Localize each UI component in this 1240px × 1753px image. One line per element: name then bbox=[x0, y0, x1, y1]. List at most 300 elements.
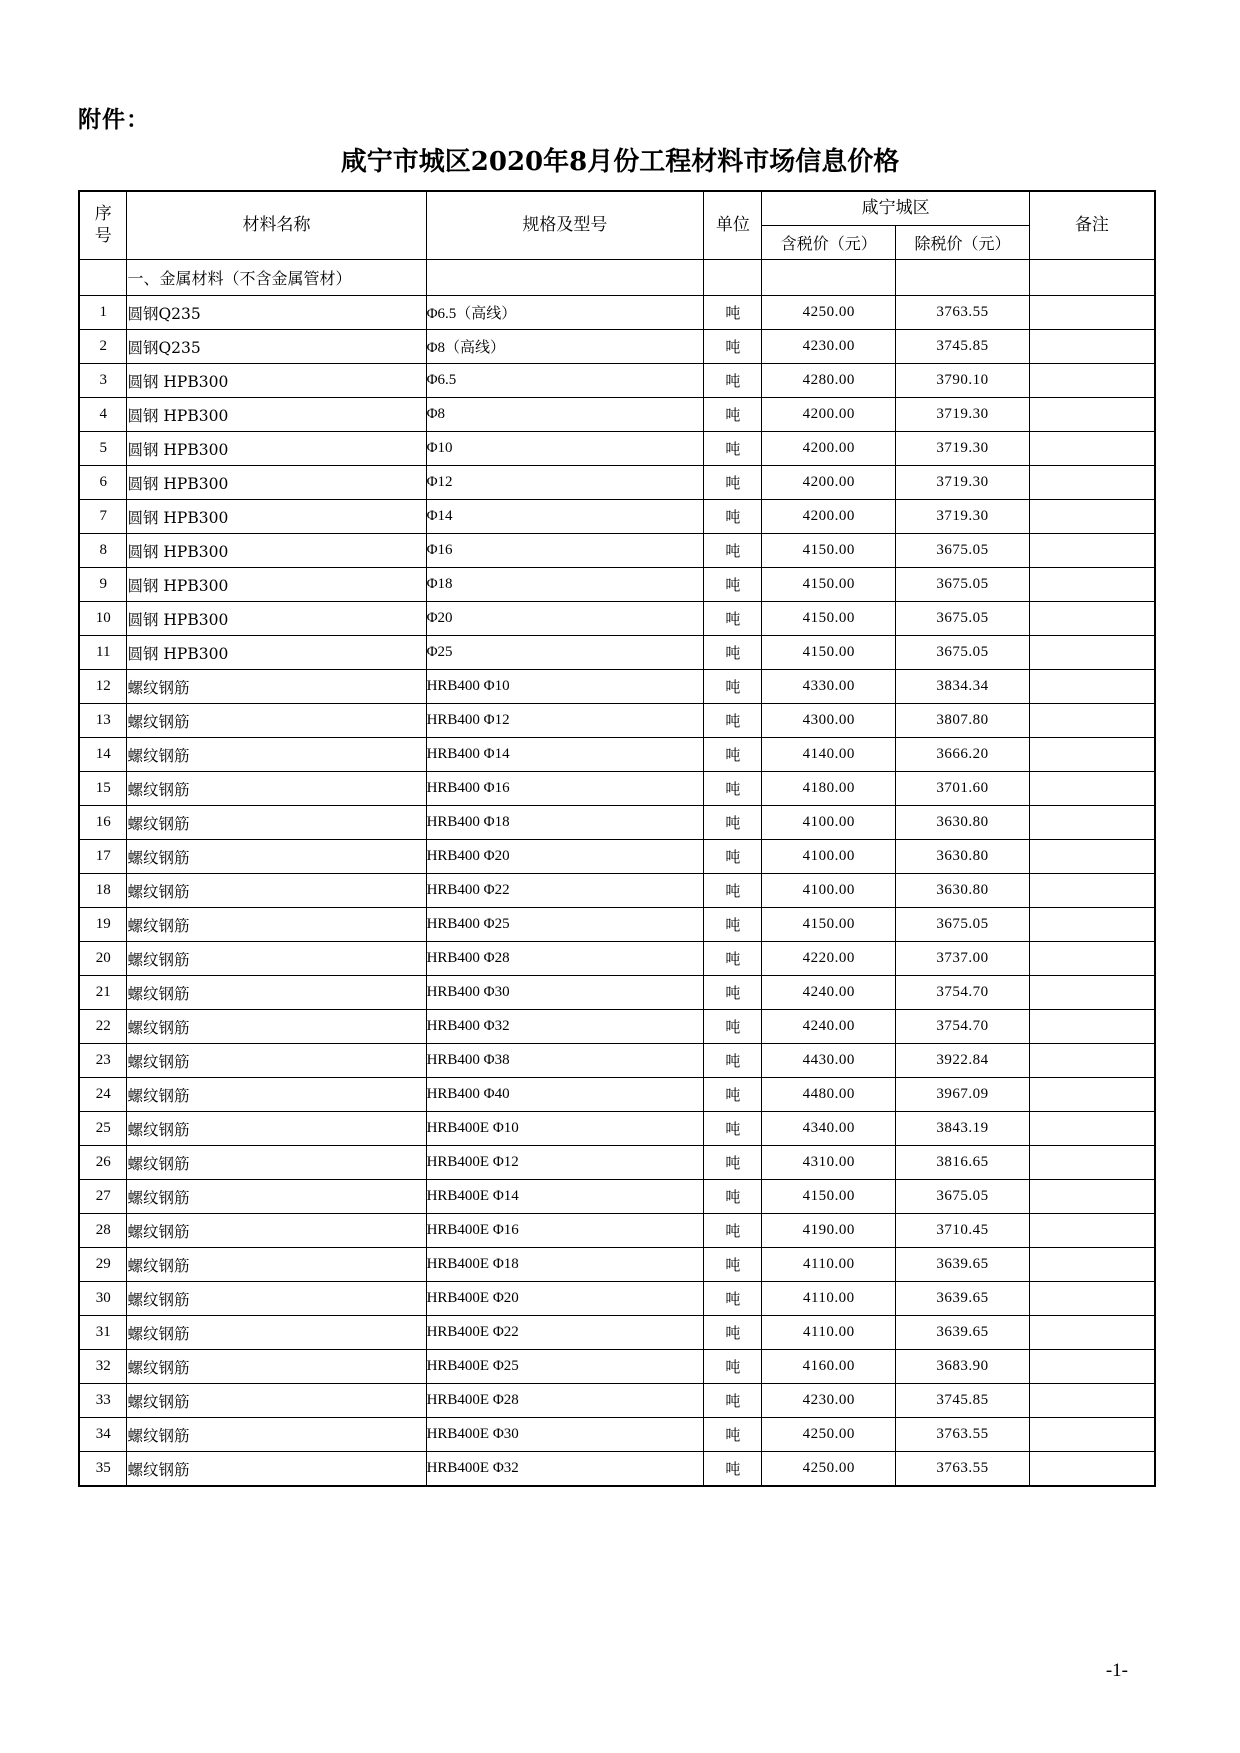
row-price-with-tax: 4230.00 bbox=[762, 1384, 896, 1418]
row-seq: 31 bbox=[79, 1316, 127, 1350]
table-row bbox=[79, 1316, 1155, 1350]
table-row bbox=[79, 330, 1155, 364]
row-seq: 13 bbox=[79, 704, 127, 738]
page-number: -1- bbox=[1105, 1660, 1128, 1681]
row-material-name: 螺纹钢筋 bbox=[127, 1146, 426, 1180]
row-spec-model: Φ14 bbox=[426, 500, 704, 534]
row-price-with-tax: 4190.00 bbox=[762, 1214, 896, 1248]
row-price-without-tax: 3737.00 bbox=[896, 942, 1030, 976]
table-row bbox=[79, 1350, 1155, 1384]
row-remark bbox=[1029, 432, 1155, 466]
row-material-name: 圆钢Q235 bbox=[127, 330, 426, 364]
section-remark-cell bbox=[1029, 260, 1155, 296]
row-spec-model: HRB400 Φ32 bbox=[426, 1010, 704, 1044]
table-row bbox=[79, 670, 1155, 704]
row-price-without-tax: 3675.05 bbox=[896, 1180, 1030, 1214]
row-price-with-tax: 4110.00 bbox=[762, 1248, 896, 1282]
row-unit: 吨 bbox=[704, 1418, 762, 1452]
row-price-without-tax: 3745.85 bbox=[896, 1384, 1030, 1418]
row-spec-model: HRB400 Φ18 bbox=[426, 806, 704, 840]
material-price-table bbox=[78, 190, 1156, 1487]
table-row bbox=[79, 1248, 1155, 1282]
page-title: 咸宁市城区2020年8月份工程材料市场信息价格 bbox=[340, 147, 900, 177]
row-material-name: 螺纹钢筋 bbox=[127, 1316, 426, 1350]
table-row bbox=[79, 398, 1155, 432]
table-row bbox=[79, 466, 1155, 500]
row-spec-model: HRB400 Φ22 bbox=[426, 874, 704, 908]
row-remark bbox=[1029, 874, 1155, 908]
row-spec-model: Φ18 bbox=[426, 568, 704, 602]
row-price-with-tax: 4150.00 bbox=[762, 636, 896, 670]
row-seq: 34 bbox=[79, 1418, 127, 1452]
row-remark bbox=[1029, 1180, 1155, 1214]
section-title-cell: 一、金属材料（不含金属管材） bbox=[127, 260, 426, 296]
row-seq: 11 bbox=[79, 636, 127, 670]
row-seq: 16 bbox=[79, 806, 127, 840]
row-remark bbox=[1029, 1452, 1155, 1487]
row-price-with-tax: 4340.00 bbox=[762, 1112, 896, 1146]
table-row bbox=[79, 1146, 1155, 1180]
row-seq: 2 bbox=[79, 330, 127, 364]
column-header-price-with-tax: 含税价（元） bbox=[762, 226, 896, 260]
row-price-with-tax: 4250.00 bbox=[762, 1452, 896, 1487]
row-remark bbox=[1029, 330, 1155, 364]
row-spec-model: HRB400E Φ28 bbox=[426, 1384, 704, 1418]
row-material-name: 螺纹钢筋 bbox=[127, 1112, 426, 1146]
table-row bbox=[79, 364, 1155, 398]
row-price-without-tax: 3639.65 bbox=[896, 1282, 1030, 1316]
row-spec-model: HRB400E Φ10 bbox=[426, 1112, 704, 1146]
table-row bbox=[79, 1078, 1155, 1112]
row-material-name: 螺纹钢筋 bbox=[127, 942, 426, 976]
row-price-with-tax: 4140.00 bbox=[762, 738, 896, 772]
row-material-name: 圆钢 HPB300 bbox=[127, 364, 426, 398]
row-material-name: 圆钢 HPB300 bbox=[127, 636, 426, 670]
row-unit: 吨 bbox=[704, 806, 762, 840]
row-price-with-tax: 4180.00 bbox=[762, 772, 896, 806]
row-price-with-tax: 4280.00 bbox=[762, 364, 896, 398]
row-price-without-tax: 3630.80 bbox=[896, 840, 1030, 874]
row-material-name: 螺纹钢筋 bbox=[127, 806, 426, 840]
row-price-with-tax: 4100.00 bbox=[762, 806, 896, 840]
row-material-name: 螺纹钢筋 bbox=[127, 1180, 426, 1214]
row-price-with-tax: 4240.00 bbox=[762, 976, 896, 1010]
section-tax-cell bbox=[762, 260, 896, 296]
row-seq: 12 bbox=[79, 670, 127, 704]
row-unit: 吨 bbox=[704, 432, 762, 466]
row-remark bbox=[1029, 636, 1155, 670]
column-header-spec-model: 规格及型号 bbox=[426, 191, 704, 260]
row-price-without-tax: 3675.05 bbox=[896, 568, 1030, 602]
row-price-with-tax: 4200.00 bbox=[762, 466, 896, 500]
row-price-without-tax: 3719.30 bbox=[896, 432, 1030, 466]
table-row bbox=[79, 908, 1155, 942]
table-row bbox=[79, 568, 1155, 602]
row-material-name: 螺纹钢筋 bbox=[127, 1044, 426, 1078]
row-remark bbox=[1029, 1112, 1155, 1146]
table-row bbox=[79, 942, 1155, 976]
table-row bbox=[79, 806, 1155, 840]
row-price-without-tax: 3763.55 bbox=[896, 1418, 1030, 1452]
row-price-without-tax: 3754.70 bbox=[896, 976, 1030, 1010]
row-seq: 10 bbox=[79, 602, 127, 636]
row-material-name: 螺纹钢筋 bbox=[127, 1350, 426, 1384]
row-seq: 14 bbox=[79, 738, 127, 772]
row-material-name: 螺纹钢筋 bbox=[127, 1010, 426, 1044]
row-spec-model: HRB400E Φ30 bbox=[426, 1418, 704, 1452]
row-unit: 吨 bbox=[704, 1180, 762, 1214]
row-unit: 吨 bbox=[704, 704, 762, 738]
row-remark bbox=[1029, 1044, 1155, 1078]
row-spec-model: HRB400 Φ12 bbox=[426, 704, 704, 738]
row-remark bbox=[1029, 1316, 1155, 1350]
row-unit: 吨 bbox=[704, 840, 762, 874]
table-row bbox=[79, 1010, 1155, 1044]
row-remark bbox=[1029, 568, 1155, 602]
row-price-without-tax: 3922.84 bbox=[896, 1044, 1030, 1078]
row-material-name: 螺纹钢筋 bbox=[127, 1214, 426, 1248]
row-seq: 33 bbox=[79, 1384, 127, 1418]
row-price-with-tax: 4200.00 bbox=[762, 432, 896, 466]
row-price-without-tax: 3754.70 bbox=[896, 1010, 1030, 1044]
row-spec-model: HRB400 Φ20 bbox=[426, 840, 704, 874]
row-unit: 吨 bbox=[704, 670, 762, 704]
row-unit: 吨 bbox=[704, 364, 762, 398]
row-spec-model: Φ6.5 bbox=[426, 364, 704, 398]
row-material-name: 圆钢Q235 bbox=[127, 296, 426, 330]
table-body bbox=[79, 260, 1155, 1487]
row-price-without-tax: 3763.55 bbox=[896, 296, 1030, 330]
row-remark bbox=[1029, 1146, 1155, 1180]
row-remark bbox=[1029, 704, 1155, 738]
row-remark bbox=[1029, 1078, 1155, 1112]
row-spec-model: HRB400E Φ14 bbox=[426, 1180, 704, 1214]
row-spec-model: HRB400E Φ16 bbox=[426, 1214, 704, 1248]
row-spec-model: HRB400 Φ38 bbox=[426, 1044, 704, 1078]
row-price-without-tax: 3834.34 bbox=[896, 670, 1030, 704]
row-remark bbox=[1029, 1384, 1155, 1418]
section-notax-cell bbox=[896, 260, 1030, 296]
row-remark bbox=[1029, 976, 1155, 1010]
row-price-without-tax: 3675.05 bbox=[896, 908, 1030, 942]
row-unit: 吨 bbox=[704, 1248, 762, 1282]
row-price-without-tax: 3683.90 bbox=[896, 1350, 1030, 1384]
row-seq: 32 bbox=[79, 1350, 127, 1384]
row-seq: 17 bbox=[79, 840, 127, 874]
row-seq: 4 bbox=[79, 398, 127, 432]
row-price-without-tax: 3745.85 bbox=[896, 330, 1030, 364]
row-price-without-tax: 3675.05 bbox=[896, 602, 1030, 636]
row-price-with-tax: 4160.00 bbox=[762, 1350, 896, 1384]
column-header-seq-line1: 序 bbox=[94, 204, 112, 225]
row-price-without-tax: 3816.65 bbox=[896, 1146, 1030, 1180]
row-spec-model: Φ20 bbox=[426, 602, 704, 636]
row-price-with-tax: 4330.00 bbox=[762, 670, 896, 704]
row-material-name: 螺纹钢筋 bbox=[127, 1452, 426, 1487]
row-price-with-tax: 4480.00 bbox=[762, 1078, 896, 1112]
row-material-name: 螺纹钢筋 bbox=[127, 1384, 426, 1418]
row-material-name: 螺纹钢筋 bbox=[127, 704, 426, 738]
row-price-with-tax: 4250.00 bbox=[762, 296, 896, 330]
row-price-without-tax: 3790.10 bbox=[896, 364, 1030, 398]
table-row bbox=[79, 1282, 1155, 1316]
row-unit: 吨 bbox=[704, 466, 762, 500]
row-spec-model: Φ8 bbox=[426, 398, 704, 432]
row-seq: 8 bbox=[79, 534, 127, 568]
row-material-name: 螺纹钢筋 bbox=[127, 1282, 426, 1316]
row-unit: 吨 bbox=[704, 772, 762, 806]
table-row bbox=[79, 772, 1155, 806]
table-row bbox=[79, 636, 1155, 670]
row-price-without-tax: 3639.65 bbox=[896, 1316, 1030, 1350]
row-price-without-tax: 3967.09 bbox=[896, 1078, 1030, 1112]
row-remark bbox=[1029, 1214, 1155, 1248]
row-seq: 21 bbox=[79, 976, 127, 1010]
row-price-with-tax: 4110.00 bbox=[762, 1282, 896, 1316]
table-row bbox=[79, 1180, 1155, 1214]
table-row bbox=[79, 1384, 1155, 1418]
table-row bbox=[79, 704, 1155, 738]
row-remark bbox=[1029, 942, 1155, 976]
row-unit: 吨 bbox=[704, 1384, 762, 1418]
table-row bbox=[79, 1214, 1155, 1248]
row-price-with-tax: 4100.00 bbox=[762, 840, 896, 874]
row-spec-model: HRB400 Φ10 bbox=[426, 670, 704, 704]
row-remark bbox=[1029, 908, 1155, 942]
column-header-seq bbox=[79, 191, 127, 260]
row-unit: 吨 bbox=[704, 1452, 762, 1487]
row-material-name: 螺纹钢筋 bbox=[127, 772, 426, 806]
row-price-without-tax: 3843.19 bbox=[896, 1112, 1030, 1146]
row-price-with-tax: 4150.00 bbox=[762, 568, 896, 602]
row-material-name: 圆钢 HPB300 bbox=[127, 466, 426, 500]
row-unit: 吨 bbox=[704, 636, 762, 670]
row-unit: 吨 bbox=[704, 1146, 762, 1180]
row-price-with-tax: 4310.00 bbox=[762, 1146, 896, 1180]
column-header-seq-line2: 号 bbox=[94, 225, 112, 246]
table-row bbox=[79, 840, 1155, 874]
row-material-name: 螺纹钢筋 bbox=[127, 874, 426, 908]
row-seq: 18 bbox=[79, 874, 127, 908]
row-price-with-tax: 4100.00 bbox=[762, 874, 896, 908]
row-spec-model: HRB400E Φ25 bbox=[426, 1350, 704, 1384]
row-remark bbox=[1029, 738, 1155, 772]
row-price-with-tax: 4220.00 bbox=[762, 942, 896, 976]
table-row bbox=[79, 296, 1155, 330]
row-remark bbox=[1029, 1418, 1155, 1452]
row-material-name: 圆钢 HPB300 bbox=[127, 602, 426, 636]
row-material-name: 螺纹钢筋 bbox=[127, 1078, 426, 1112]
column-header-region-group: 咸宁城区 bbox=[762, 191, 1029, 226]
attachment-label: 附件： bbox=[78, 107, 150, 133]
row-spec-model: HRB400E Φ18 bbox=[426, 1248, 704, 1282]
table-row bbox=[79, 1418, 1155, 1452]
row-seq: 6 bbox=[79, 466, 127, 500]
row-material-name: 圆钢 HPB300 bbox=[127, 568, 426, 602]
row-seq: 19 bbox=[79, 908, 127, 942]
row-remark bbox=[1029, 840, 1155, 874]
row-unit: 吨 bbox=[704, 500, 762, 534]
table-row bbox=[79, 602, 1155, 636]
row-seq: 29 bbox=[79, 1248, 127, 1282]
row-material-name: 螺纹钢筋 bbox=[127, 840, 426, 874]
row-price-without-tax: 3630.80 bbox=[896, 806, 1030, 840]
row-seq: 1 bbox=[79, 296, 127, 330]
row-price-without-tax: 3701.60 bbox=[896, 772, 1030, 806]
row-seq: 28 bbox=[79, 1214, 127, 1248]
row-price-without-tax: 3719.30 bbox=[896, 398, 1030, 432]
row-seq: 5 bbox=[79, 432, 127, 466]
row-price-without-tax: 3763.55 bbox=[896, 1452, 1030, 1487]
row-seq: 24 bbox=[79, 1078, 127, 1112]
row-unit: 吨 bbox=[704, 296, 762, 330]
row-remark bbox=[1029, 364, 1155, 398]
row-unit: 吨 bbox=[704, 942, 762, 976]
table-row bbox=[79, 738, 1155, 772]
row-remark bbox=[1029, 602, 1155, 636]
row-remark bbox=[1029, 1010, 1155, 1044]
row-seq: 9 bbox=[79, 568, 127, 602]
table-row bbox=[79, 874, 1155, 908]
row-remark bbox=[1029, 500, 1155, 534]
row-spec-model: HRB400E Φ12 bbox=[426, 1146, 704, 1180]
row-seq: 7 bbox=[79, 500, 127, 534]
row-unit: 吨 bbox=[704, 1044, 762, 1078]
table-header-row-1 bbox=[79, 191, 1155, 226]
row-seq: 35 bbox=[79, 1452, 127, 1487]
row-material-name: 螺纹钢筋 bbox=[127, 1248, 426, 1282]
row-price-with-tax: 4300.00 bbox=[762, 704, 896, 738]
row-remark bbox=[1029, 1282, 1155, 1316]
row-material-name: 螺纹钢筋 bbox=[127, 738, 426, 772]
row-seq: 27 bbox=[79, 1180, 127, 1214]
row-unit: 吨 bbox=[704, 1010, 762, 1044]
row-material-name: 圆钢 HPB300 bbox=[127, 534, 426, 568]
row-price-with-tax: 4150.00 bbox=[762, 534, 896, 568]
row-material-name: 圆钢 HPB300 bbox=[127, 432, 426, 466]
row-spec-model: Φ6.5（高线） bbox=[426, 296, 704, 330]
row-material-name: 圆钢 HPB300 bbox=[127, 398, 426, 432]
table-row bbox=[79, 432, 1155, 466]
row-material-name: 圆钢 HPB300 bbox=[127, 500, 426, 534]
row-spec-model: Φ25 bbox=[426, 636, 704, 670]
row-seq: 26 bbox=[79, 1146, 127, 1180]
row-spec-model: HRB400 Φ14 bbox=[426, 738, 704, 772]
row-material-name: 螺纹钢筋 bbox=[127, 670, 426, 704]
row-unit: 吨 bbox=[704, 1282, 762, 1316]
table-row bbox=[79, 976, 1155, 1010]
price-table-container bbox=[78, 190, 1156, 1487]
row-price-without-tax: 3666.20 bbox=[896, 738, 1030, 772]
row-remark bbox=[1029, 1248, 1155, 1282]
row-seq: 20 bbox=[79, 942, 127, 976]
row-price-with-tax: 4250.00 bbox=[762, 1418, 896, 1452]
row-seq: 3 bbox=[79, 364, 127, 398]
column-header-price-without-tax: 除税价（元） bbox=[896, 226, 1030, 260]
row-price-with-tax: 4230.00 bbox=[762, 330, 896, 364]
row-price-with-tax: 4150.00 bbox=[762, 1180, 896, 1214]
row-price-without-tax: 3639.65 bbox=[896, 1248, 1030, 1282]
section-unit-cell bbox=[704, 260, 762, 296]
column-header-remark: 备注 bbox=[1029, 191, 1155, 260]
row-unit: 吨 bbox=[704, 1350, 762, 1384]
row-seq: 30 bbox=[79, 1282, 127, 1316]
column-header-material-name: 材料名称 bbox=[127, 191, 426, 260]
row-remark bbox=[1029, 534, 1155, 568]
row-price-without-tax: 3630.80 bbox=[896, 874, 1030, 908]
row-remark bbox=[1029, 398, 1155, 432]
table-row bbox=[79, 1044, 1155, 1078]
row-price-with-tax: 4430.00 bbox=[762, 1044, 896, 1078]
section-spec-cell bbox=[426, 260, 704, 296]
table-row bbox=[79, 1452, 1155, 1487]
row-price-without-tax: 3675.05 bbox=[896, 534, 1030, 568]
row-spec-model: HRB400 Φ30 bbox=[426, 976, 704, 1010]
row-seq: 22 bbox=[79, 1010, 127, 1044]
row-seq: 23 bbox=[79, 1044, 127, 1078]
row-price-with-tax: 4150.00 bbox=[762, 908, 896, 942]
row-spec-model: HRB400 Φ16 bbox=[426, 772, 704, 806]
row-spec-model: HRB400E Φ20 bbox=[426, 1282, 704, 1316]
section-header-row bbox=[79, 260, 1155, 296]
row-seq: 25 bbox=[79, 1112, 127, 1146]
row-price-with-tax: 4240.00 bbox=[762, 1010, 896, 1044]
row-unit: 吨 bbox=[704, 738, 762, 772]
row-remark bbox=[1029, 296, 1155, 330]
row-remark bbox=[1029, 772, 1155, 806]
table-row bbox=[79, 1112, 1155, 1146]
row-unit: 吨 bbox=[704, 874, 762, 908]
row-unit: 吨 bbox=[704, 1316, 762, 1350]
row-spec-model: Φ16 bbox=[426, 534, 704, 568]
section-seq-cell bbox=[79, 260, 127, 296]
row-spec-model: Φ10 bbox=[426, 432, 704, 466]
row-unit: 吨 bbox=[704, 330, 762, 364]
row-material-name: 螺纹钢筋 bbox=[127, 976, 426, 1010]
row-spec-model: HRB400 Φ25 bbox=[426, 908, 704, 942]
row-unit: 吨 bbox=[704, 1112, 762, 1146]
row-price-without-tax: 3675.05 bbox=[896, 636, 1030, 670]
row-unit: 吨 bbox=[704, 534, 762, 568]
row-seq: 15 bbox=[79, 772, 127, 806]
row-spec-model: Φ8（高线） bbox=[426, 330, 704, 364]
table-row bbox=[79, 534, 1155, 568]
row-price-without-tax: 3719.30 bbox=[896, 466, 1030, 500]
row-unit: 吨 bbox=[704, 568, 762, 602]
row-spec-model: HRB400E Φ32 bbox=[426, 1452, 704, 1487]
table-row bbox=[79, 500, 1155, 534]
row-price-with-tax: 4200.00 bbox=[762, 500, 896, 534]
row-remark bbox=[1029, 1350, 1155, 1384]
row-price-without-tax: 3719.30 bbox=[896, 500, 1030, 534]
row-material-name: 螺纹钢筋 bbox=[127, 1418, 426, 1452]
row-spec-model: Φ12 bbox=[426, 466, 704, 500]
row-unit: 吨 bbox=[704, 602, 762, 636]
row-unit: 吨 bbox=[704, 1078, 762, 1112]
row-unit: 吨 bbox=[704, 908, 762, 942]
row-unit: 吨 bbox=[704, 398, 762, 432]
row-spec-model: HRB400E Φ22 bbox=[426, 1316, 704, 1350]
row-price-without-tax: 3807.80 bbox=[896, 704, 1030, 738]
row-price-without-tax: 3710.45 bbox=[896, 1214, 1030, 1248]
row-unit: 吨 bbox=[704, 1214, 762, 1248]
row-price-with-tax: 4110.00 bbox=[762, 1316, 896, 1350]
row-price-with-tax: 4200.00 bbox=[762, 398, 896, 432]
row-price-with-tax: 4150.00 bbox=[762, 602, 896, 636]
row-material-name: 螺纹钢筋 bbox=[127, 908, 426, 942]
column-header-unit: 单位 bbox=[704, 191, 762, 260]
table-header bbox=[79, 191, 1155, 260]
